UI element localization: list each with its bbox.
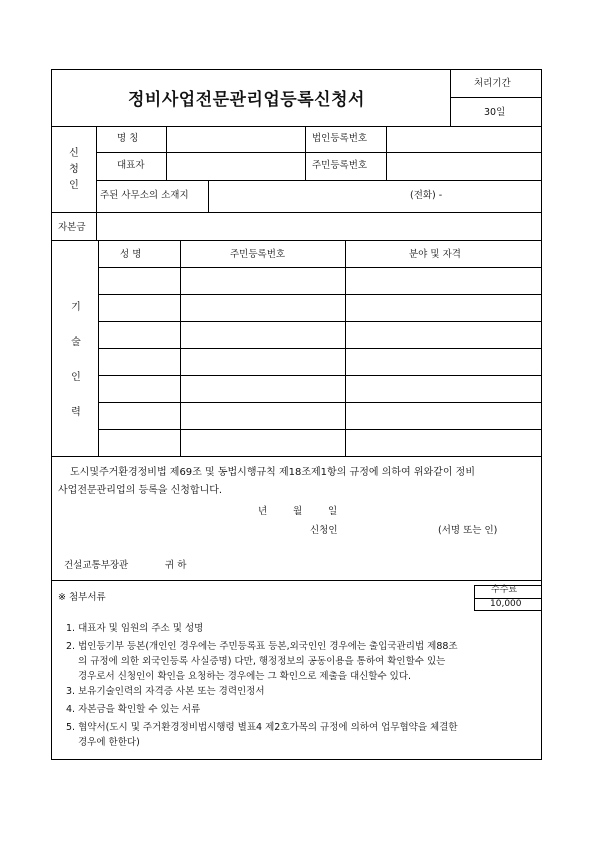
attachment-item-3: 3. 보유기술인력의 자격증 사본 또는 경력인정서 <box>66 686 265 697</box>
attachment-item-4: 4. 자본금을 확인할 수 있는 서류 <box>66 704 201 715</box>
capital-label: 자본금 <box>58 222 86 233</box>
attachments-heading: ※ 첨부서류 <box>58 592 106 603</box>
date-day-label: 일 <box>328 506 338 517</box>
processing-period-value: 30일 <box>484 107 506 118</box>
attachment-item-1: 1. 대표자 및 임원의 주소 및 성명 <box>66 623 204 634</box>
date-month-label: 월 <box>293 506 303 517</box>
representative-label: 대표자 <box>117 160 145 171</box>
processing-period-label: 처리기간 <box>474 78 511 89</box>
office-address-label: 주된 사무소의 소재지 <box>100 190 189 201</box>
col-resident-no-header: 주민등록번호 <box>230 249 286 260</box>
addressee: 건설교통부장관 <box>64 560 129 571</box>
office-address-field[interactable] <box>209 181 541 211</box>
resident-reg-no-field[interactable] <box>387 153 541 179</box>
applicant-sign-label: 신청인 <box>310 525 338 536</box>
tech-row-3[interactable] <box>99 322 541 347</box>
phone-label: (전화) - <box>410 190 443 201</box>
tech-row-1[interactable] <box>99 268 541 293</box>
fee-amount: 10,000 <box>490 599 522 609</box>
attachment-item-5-cont: 경우에 한한다) <box>78 737 140 748</box>
corp-reg-no-label: 법인등록번호 <box>312 133 368 144</box>
tech-row-6[interactable] <box>99 403 541 428</box>
attachment-item-2-cont-1: 의 규정에 의한 외국인등록 사실증명) 다만, 행정정보의 공동이용을 통하여 확인할수 있는 <box>78 656 446 667</box>
attachment-item-2-cont-2: 경우로서 신청인이 확인을 요청하는 경우에는 그 확인으로 제출을 대신할수 있다. <box>78 671 412 682</box>
tech-row-4[interactable] <box>99 349 541 374</box>
declaration-line-1: 도시및주거환경정비법 제69조 및 동법시행규칙 제18조제1항의 규정에 의하여 위와같이 정비 <box>70 467 476 478</box>
attachment-item-5: 5. 협약서(도시 및 주거환경정비법시행령 별표4 제2호가목의 규정에 의하여 업무협약을 체결한 <box>66 722 458 733</box>
name-label: 명 칭 <box>117 133 139 144</box>
capital-field[interactable] <box>97 213 541 239</box>
addressee-honorific: 귀 하 <box>165 560 187 571</box>
date-year-label: 년 <box>258 506 268 517</box>
declaration-line-2: 사업전문관리업의 등록을 신청합니다. <box>58 485 223 496</box>
representative-field[interactable] <box>167 153 304 179</box>
col-name-header: 성 명 <box>120 249 142 260</box>
tech-row-7[interactable] <box>99 430 541 455</box>
form-title: 정비사업전문관리업등록신청서 <box>128 90 365 110</box>
applicant-signature-field[interactable] <box>345 520 435 538</box>
col-field-qualification-header: 분야 및 자격 <box>409 249 461 260</box>
tech-row-5[interactable] <box>99 376 541 401</box>
resident-reg-no-label: 주민등록번호 <box>312 160 368 171</box>
signature-instruction: (서명 또는 인) <box>438 525 498 536</box>
tech-personnel-section-label: 기 술 인 력 <box>71 302 81 418</box>
attachment-item-2: 2. 법인등기부 등본(개인인 경우에는 주민등록표 등본,외국인인 경우에는 출입국관리법 제88조 <box>66 641 458 652</box>
corp-reg-no-field[interactable] <box>387 127 541 151</box>
name-field[interactable] <box>167 127 304 151</box>
applicant-section-label: 신 청 인 <box>69 148 79 191</box>
tech-row-2[interactable] <box>99 295 541 320</box>
fee-label: 수수료 <box>491 585 518 595</box>
